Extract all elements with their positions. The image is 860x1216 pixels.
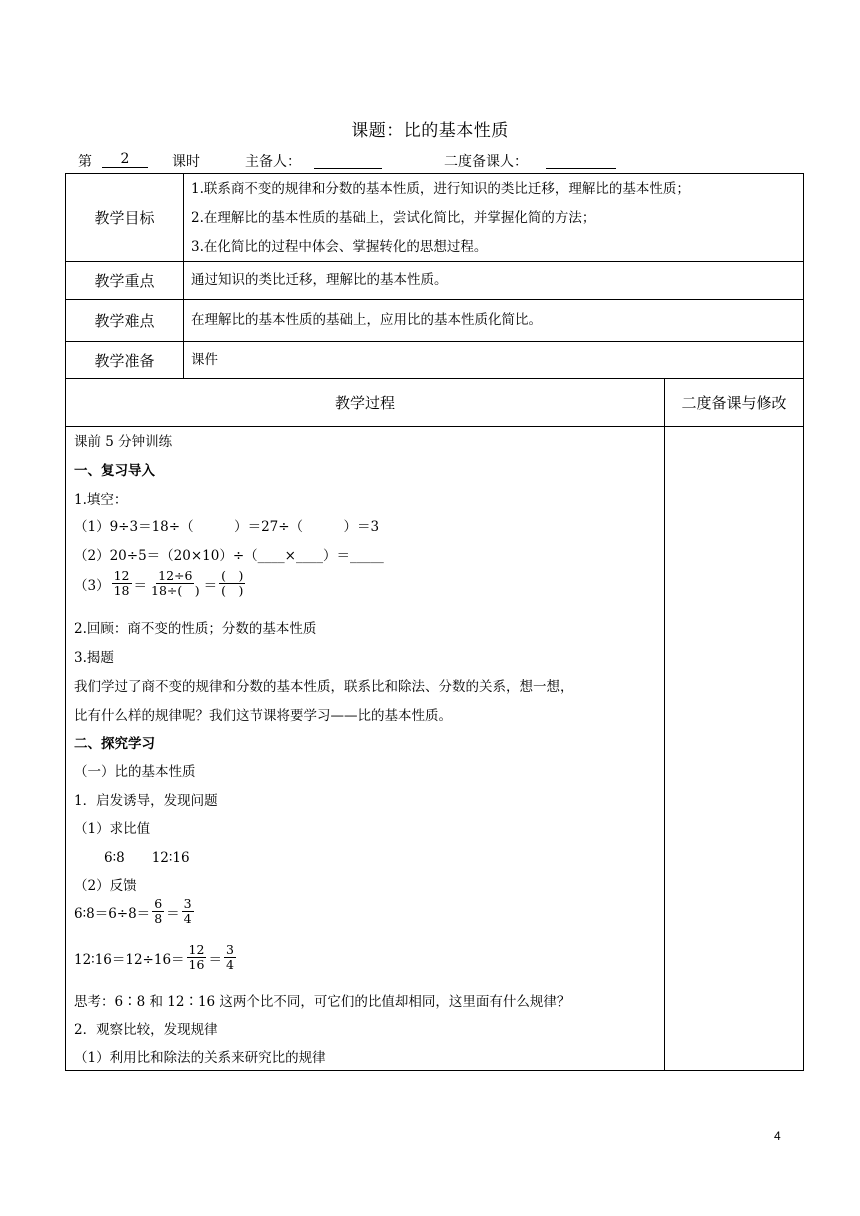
- frac-den: 8: [154, 911, 163, 926]
- frac-num: 6: [154, 896, 163, 911]
- pre-class-training: 课前 5 分钟训练: [74, 434, 173, 450]
- review-line: 2.回顾：商不变的性质；分数的基本性质: [74, 621, 317, 637]
- frac-num: 12: [113, 568, 130, 583]
- lesson-suffix: 课时: [172, 154, 200, 170]
- objective-line-3: 3.在化简比的过程中体会、掌握转化的思想过程。: [191, 239, 488, 255]
- second-preparer-label: 二度备课人：: [444, 154, 528, 170]
- step-2-item-1: （1）利用比和除法的关系来研究比的规律: [74, 1050, 326, 1066]
- preparation-text: 课件: [191, 352, 218, 368]
- think-question: 思考：6∶8 和 12∶16 这两个比不同，可它们的比值却相同，这里面有什么规律？: [74, 994, 571, 1010]
- find-ratio-value: （1）求比值: [74, 821, 151, 837]
- ratio-12-16-equation: [74, 943, 238, 972]
- difficulties-text: 在理解比的基本性质的基础上，应用比的基本性质化简比。: [191, 312, 542, 328]
- row-label-difficulties: 教学难点: [65, 299, 184, 342]
- row-label-preparation: 教学准备: [65, 341, 184, 379]
- intro-paragraph-2: 比有什么样的规律呢？我们这节课将要学习——比的基本性质。: [74, 708, 452, 724]
- frac-den: 18: [113, 583, 130, 598]
- frac-den: ( ): [221, 583, 244, 598]
- process-header: 教学过程: [65, 378, 665, 427]
- fraction-3-4: [182, 897, 194, 926]
- exercise-1: （1）9÷3＝18÷（ ）＝27÷（ ）＝3: [74, 519, 380, 535]
- equation-prefix: 6∶8＝6÷8＝: [74, 905, 151, 922]
- row-content-key-points: [183, 261, 804, 300]
- lesson-prefix: 第: [78, 154, 92, 170]
- lesson-number: 2: [120, 151, 130, 167]
- frac-den: 4: [183, 911, 192, 926]
- equals-sign: ＝: [166, 905, 180, 922]
- row-content-difficulties: [183, 299, 804, 342]
- exercise-3-prefix: （3）: [74, 577, 110, 594]
- subsection-heading: （一）比的基本性质: [74, 764, 196, 780]
- frac-num: ( ): [221, 568, 244, 583]
- lesson-number-field: [102, 151, 148, 168]
- page-title: 课题：比的基本性质: [351, 121, 509, 141]
- row-content-preparation: [183, 341, 804, 379]
- objective-line-2: 2.在理解比的基本性质的基础上，尝试化简比，并掌握化简的方法；: [191, 210, 596, 226]
- section-review-heading: 一、复习导入: [74, 463, 155, 479]
- reveal-topic: 3.揭题: [74, 650, 114, 666]
- ratio-6-8-equation: [74, 897, 196, 926]
- exercise-3: [74, 569, 247, 598]
- frac-num: 12÷6: [158, 568, 193, 583]
- revision-header: 二度备课与修改: [664, 378, 804, 427]
- revision-body-cell: [664, 426, 804, 1071]
- equals-sign: ＝: [133, 577, 147, 594]
- frac-den: 18÷( ): [151, 583, 200, 598]
- second-preparer-field: [546, 151, 616, 169]
- main-preparer-label: 主备人：: [245, 154, 301, 170]
- key-points-text: 通过知识的类比迁移，理解比的基本性质。: [191, 272, 448, 288]
- equation-prefix: 12∶16＝12÷16＝: [74, 951, 185, 968]
- equals-sign: ＝: [208, 951, 222, 968]
- frac-den: 4: [225, 957, 234, 972]
- feedback-heading: （2）反馈: [74, 878, 137, 894]
- section-explore-heading: 二、探究学习: [74, 736, 155, 752]
- lesson-meta-row: [78, 151, 798, 171]
- frac-num: 3: [225, 942, 234, 957]
- frac-den: 16: [188, 957, 205, 972]
- fraction-divide: [149, 569, 202, 598]
- fraction-12-16: [187, 943, 207, 972]
- intro-paragraph-1: 我们学过了商不变的规律和分数的基本性质，联系比和除法、分数的关系，想一想，: [74, 679, 574, 695]
- objective-line-1: 1.联系商不变的规律和分数的基本性质，进行知识的类比迁移，理解比的基本性质；: [191, 181, 690, 197]
- exercise-2: （2）20÷5＝（20×10）÷（____×____）＝_____: [74, 548, 384, 564]
- ratios-example: 6∶8 12∶16: [104, 850, 190, 866]
- fraction-12-18: [112, 569, 132, 598]
- fraction-6-8: [152, 897, 164, 926]
- equals-sign: ＝: [203, 577, 218, 594]
- fill-in-heading: 1.填空：: [74, 492, 128, 508]
- fraction-3-4: [224, 943, 236, 972]
- row-content-objectives: [183, 173, 804, 262]
- frac-num: 3: [183, 896, 192, 911]
- fraction-blank: [219, 569, 245, 598]
- step-1-heading: 1．启发诱导，发现问题: [74, 793, 218, 809]
- frac-num: 12: [188, 942, 205, 957]
- main-preparer-field: [314, 151, 382, 169]
- row-label-key-points: 教学重点: [65, 261, 184, 300]
- step-2-heading: 2．观察比较，发现规律: [74, 1022, 218, 1038]
- row-label-objectives: 教学目标: [65, 173, 184, 262]
- page-number: 4: [774, 1129, 781, 1143]
